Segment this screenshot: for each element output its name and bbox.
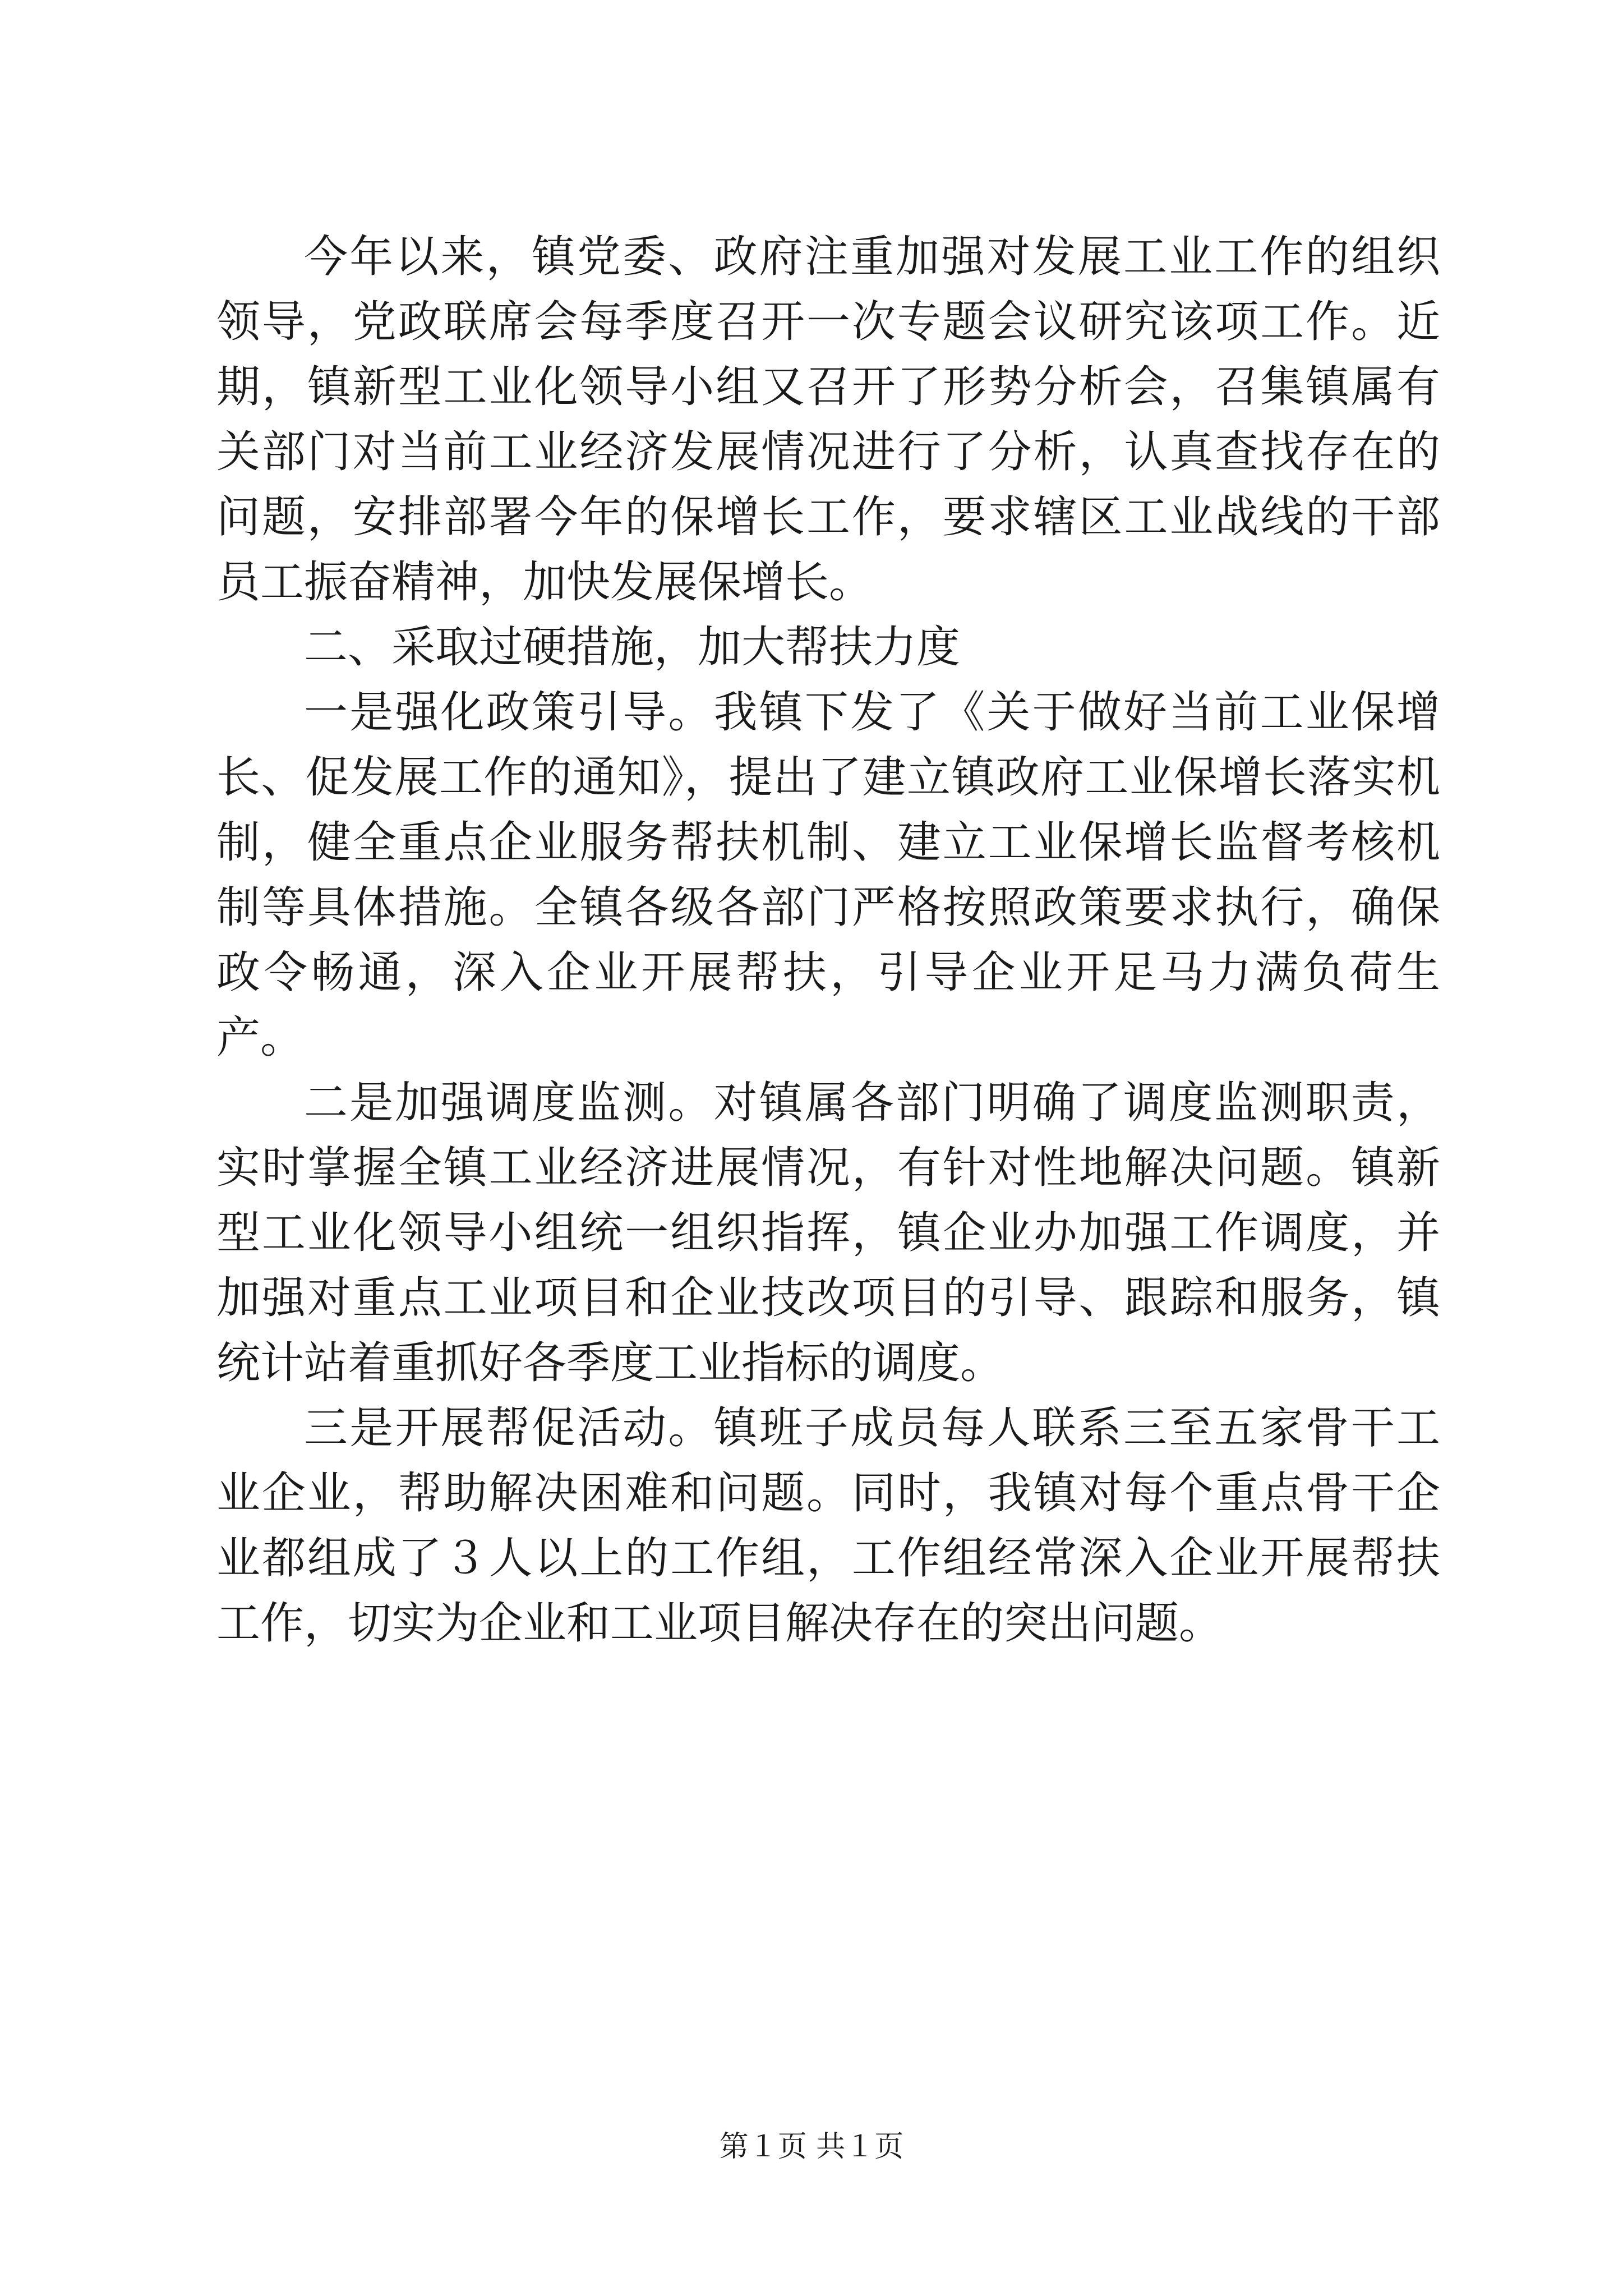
paragraph-assistance-activities: 三是开展帮促活动。镇班子成员每人联系三至五家骨干工业企业，帮助解决困难和问题。同时，我镇对每个重点骨干企业都组成了３人以上的工作组，工作组经常深入企业开展帮扶工作，切实为企业和工业项目解决存在的突出问题。 [216,1403,1440,1649]
paragraph-intro: 今年以来，镇党委、政府注重加强对发展工业工作的组织领导，党政联席会每季度召开一次专题会议研究该项工作。近期，镇新型工业化领导小组又召开了形势分析会，召集镇属有关部门对当前工业经济发展情况进行了分析，认真查找存在的问题，安排部署今年的保增长工作，要求辖区工业战线的干部员工振奋精神，加快发展保增长。 [216,232,1440,608]
paragraph-scheduling-monitoring: 二是加强调度监测。对镇属各部门明确了调度监测职责，实时掌握全镇工业经济进展情况，有针对性地解决问题。镇新型工业化领导小组统一组织指挥，镇企业办加强工作调度，并加强对重点工业项目和企业技改项目的引导、跟踪和服务，镇统计站着重抓好各季度工业指标的调度。 [216,1078,1440,1388]
document-body [216,224,1440,1656]
page-footer: 第１页 共１页 [719,2130,904,2164]
paragraph-policy-guidance: 一是强化政策引导。我镇下发了《关于做好当前工业保增长、促发展工作的通知》，提出了建立镇政府工业保增长落实机制，健全重点企业服务帮扶机制、建立工业保增长监督考核机制等具体措施。全镇各级各部门严格按照政策要求执行，确保政令畅通，深入企业开展帮扶，引导企业开足马力满负荷生产。 [216,687,1440,1063]
section-heading: 二、采取过硬措施，加大帮扶力度 [304,622,961,673]
